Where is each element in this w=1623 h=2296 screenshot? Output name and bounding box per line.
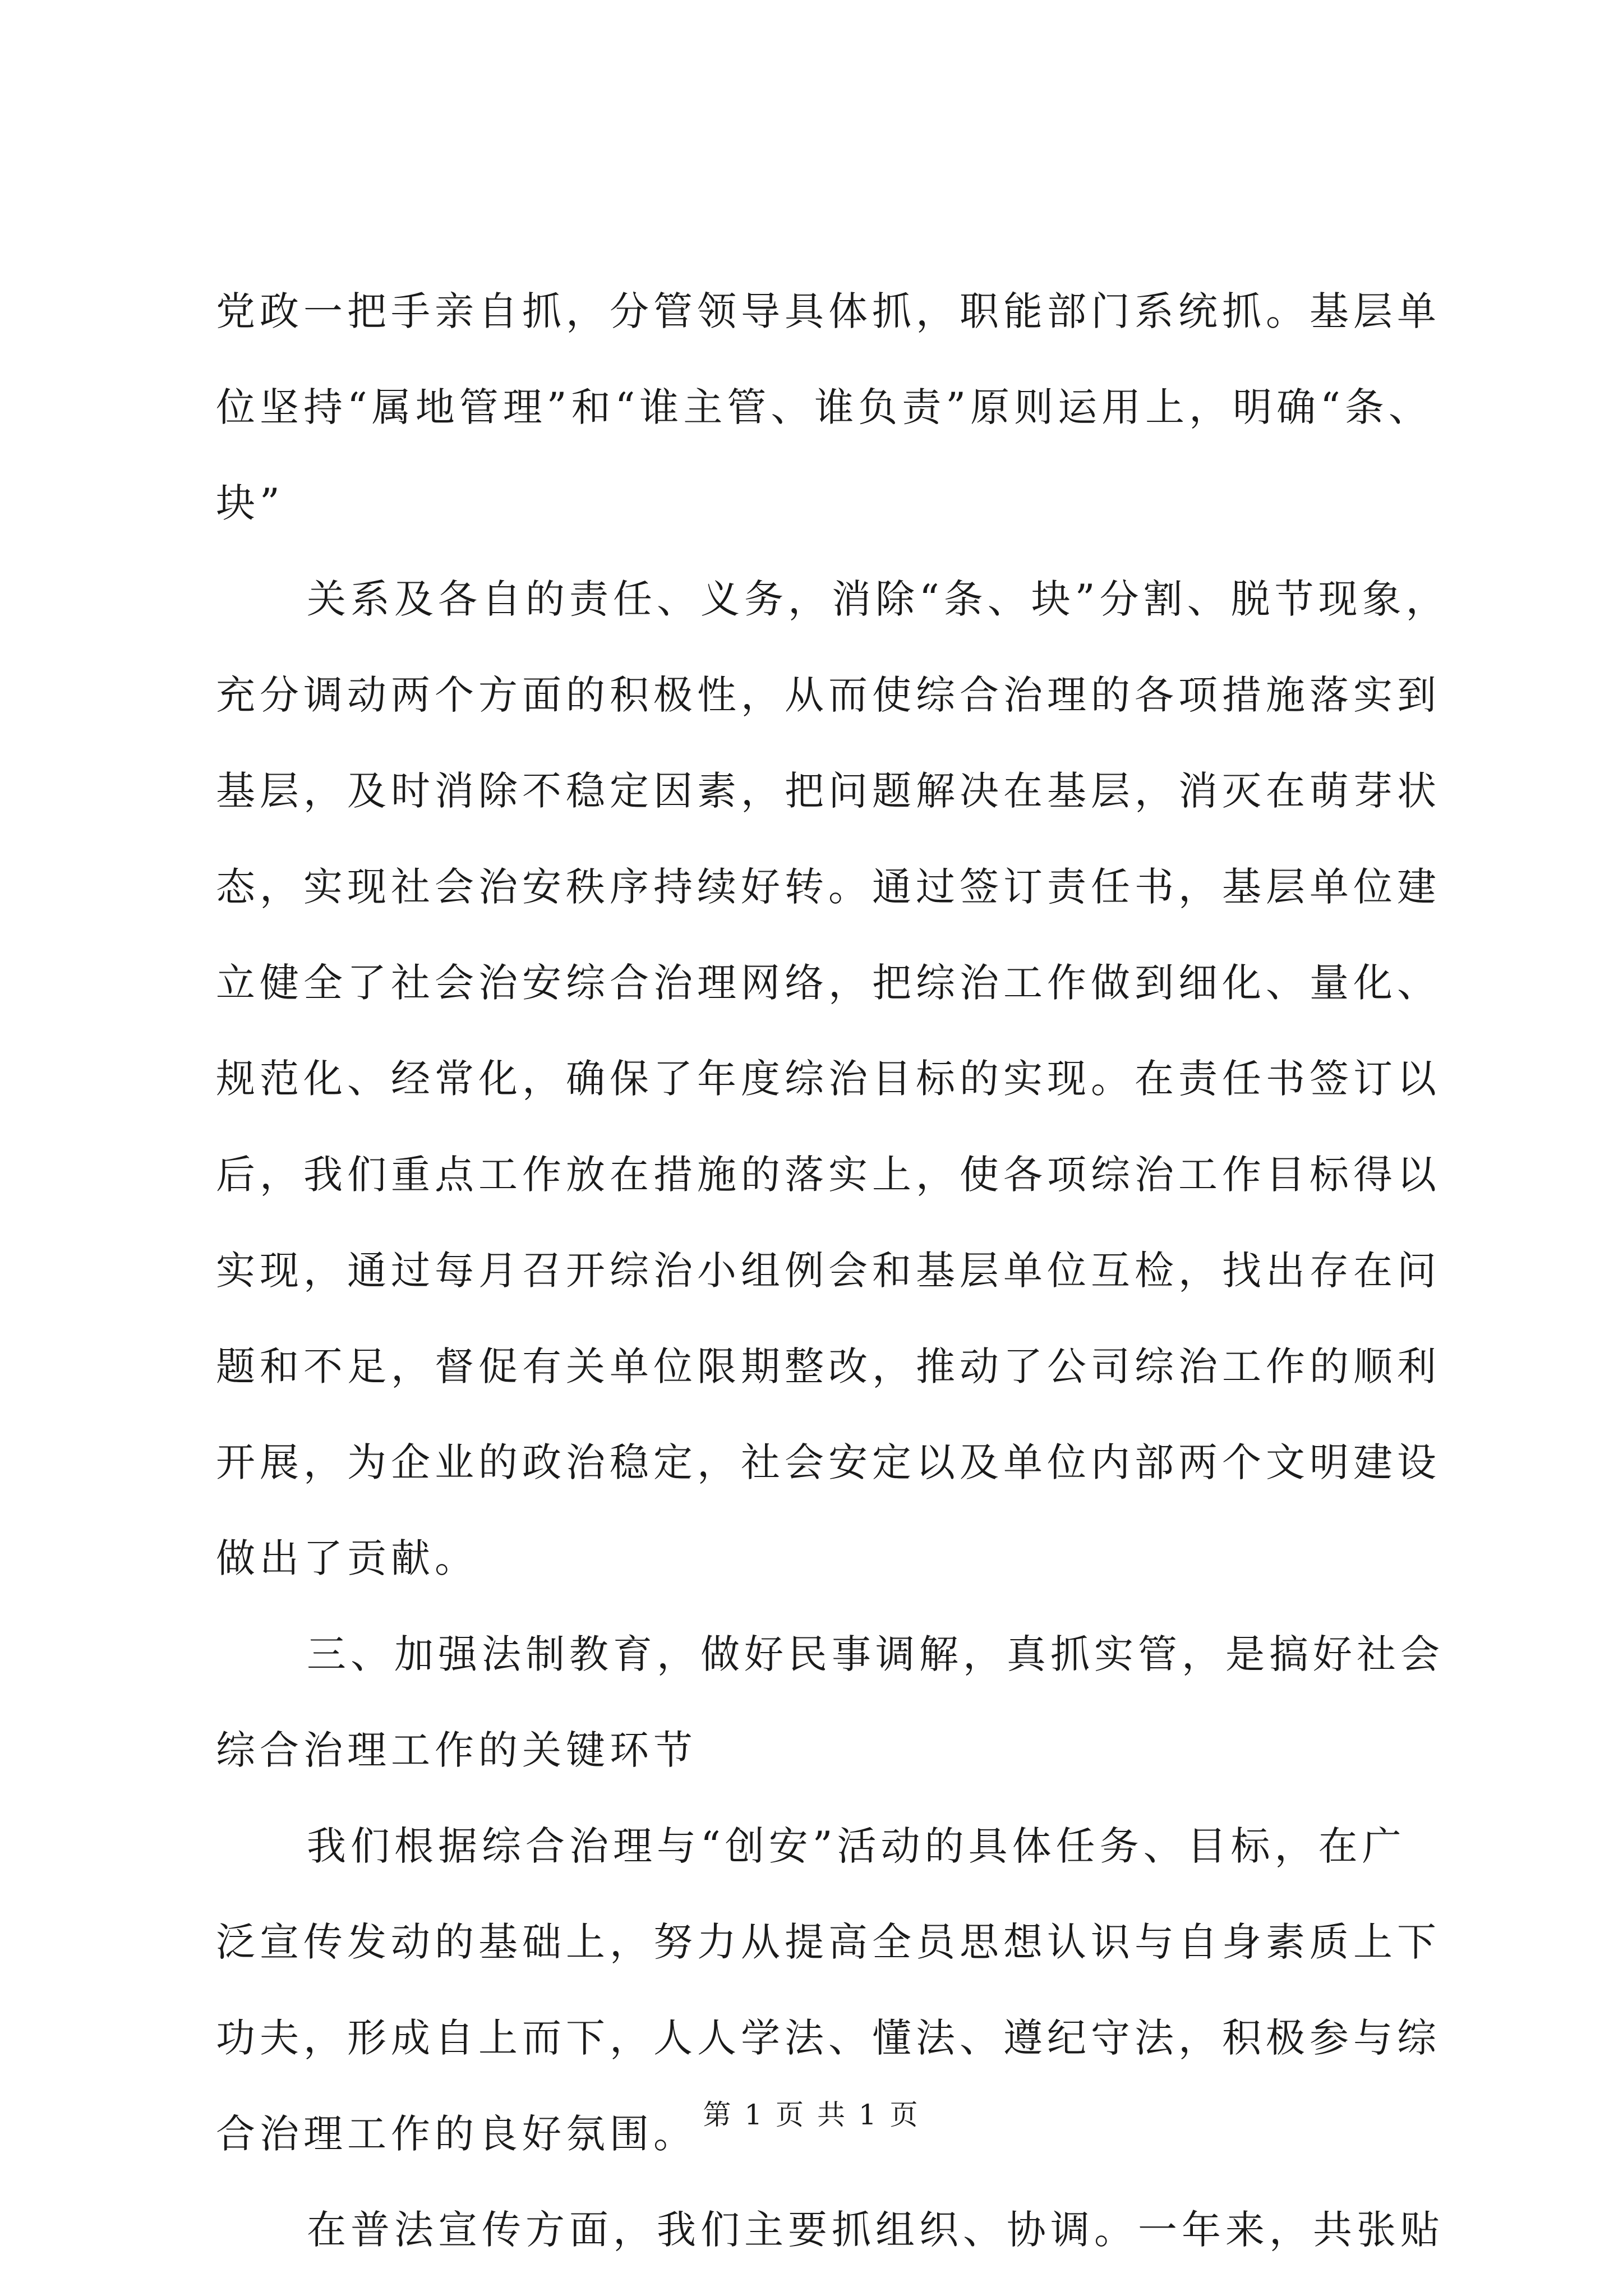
text-line: 泛宣传发动的基础上，努力从提高全员思想认识与自身素质上下 <box>216 1919 1441 1965</box>
text-line: 功夫，形成自上而下，人人学法、懂法、遵纪守法，积极参与综 <box>216 2015 1441 2061</box>
text-line: 题和不足，督促有关单位限期整改，推动了公司综治工作的顺利 <box>216 1343 1441 1389</box>
section-heading-continued: 综合治理工作的关键环节 <box>216 1727 697 1773</box>
text-line: 做出了贡献。 <box>216 1535 478 1581</box>
text-line: 后，我们重点工作放在措施的落实上，使各项综治工作目标得以 <box>216 1152 1441 1198</box>
text-line: 位坚持“属地管理”和“谁主管、谁负责”原则运用上，明确“条、 <box>216 384 1432 430</box>
paragraph-first-line: 关系及各自的责任、义务，消除“条、块”分割、脱节现象， <box>307 576 1450 622</box>
text-line: 立健全了社会治安综合治理网络，把综治工作做到细化、量化、 <box>216 960 1441 1006</box>
text-line: 规范化、经常化，确保了年度综治目标的实现。在责任书签订以 <box>216 1056 1441 1102</box>
text-line: 实现，通过每月召开综治小组例会和基层单位互检，找出存在问 <box>216 1248 1441 1294</box>
paragraph-first-line: 我们根据综合治理与“创安”活动的具体任务、目标，在广 <box>307 1823 1406 1869</box>
page-number-footer: 第 1 页 共 1 页 <box>703 2099 920 2131</box>
section-heading: 三、加强法制教育，做好民事调解，真抓实管，是搞好社会 <box>307 1631 1444 1677</box>
text-line: 党政一把手亲自抓，分管领导具体抓，职能部门系统抓。基层单 <box>216 288 1441 334</box>
text-line: 充分调动两个方面的积极性，从而使综合治理的各项措施落实到 <box>216 672 1441 718</box>
text-line: 块” <box>216 480 284 526</box>
paragraph-first-line: 在普法宣传方面，我们主要抓组织、协调。一年来，共张贴 <box>307 2207 1444 2253</box>
document-body <box>216 264 1450 2278</box>
text-line: 开展，为企业的政治稳定，社会安定以及单位内部两个文明建设 <box>216 1439 1441 1485</box>
text-line: 态，实现社会治安秩序持续好转。通过签订责任书，基层单位建 <box>216 864 1441 910</box>
text-line: 基层，及时消除不稳定因素，把问题解决在基层，消灭在萌芽状 <box>216 768 1441 814</box>
text-line: 合治理工作的良好氛围。 <box>216 2111 697 2157</box>
